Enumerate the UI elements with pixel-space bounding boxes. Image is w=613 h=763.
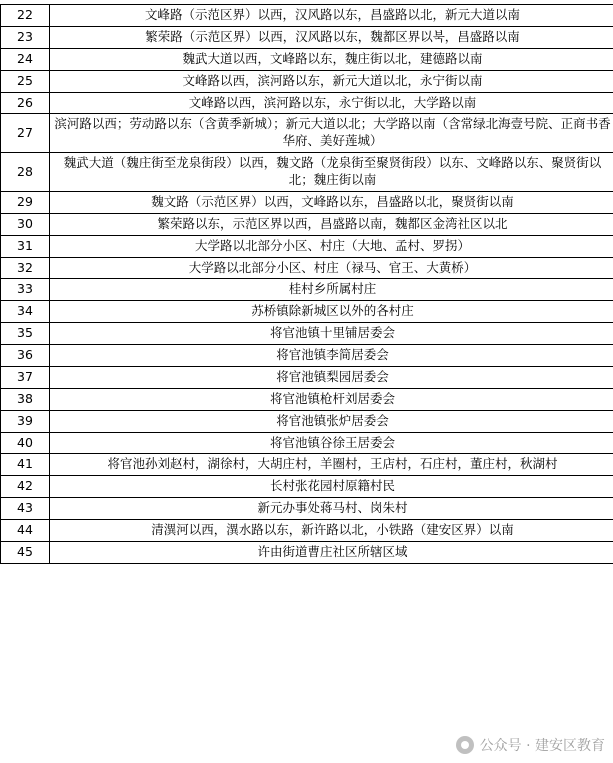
row-description: 清潩河以西，潩水路以东，新许路以北，小铁路（建安区界）以南 <box>50 520 613 542</box>
table-row <box>1 213 613 235</box>
table-row <box>1 454 613 476</box>
row-description: 将官池镇十里铺居委会 <box>50 323 613 345</box>
row-number: 35 <box>1 323 50 345</box>
row-number: 28 <box>1 153 50 192</box>
row-description: 文峰路以西，滨河路以东，新元大道以北，永宁街以南 <box>50 70 613 92</box>
row-description: 魏武大道以西，文峰路以东，魏庄街以北，建德路以南 <box>50 48 613 70</box>
row-description: 大学路以北部分小区、村庄（大地、孟村、罗拐） <box>50 235 613 257</box>
row-description: 将官池孙刘赵村，湖徐村，大胡庄村，羊圈村，王店村，石庄村，董庄村，秋湖村 <box>50 454 613 476</box>
row-description: 将官池镇李简居委会 <box>50 345 613 367</box>
table-row <box>1 26 613 48</box>
row-number: 42 <box>1 476 50 498</box>
row-description: 苏桥镇除新城区以外的各村庄 <box>50 301 613 323</box>
table-row <box>1 114 613 153</box>
row-description: 繁荣路以东，示范区界以西，昌盛路以南，魏都区金湾社区以北 <box>50 213 613 235</box>
row-description: 魏文路（示范区界）以西，文峰路以东，昌盛路以北，聚贤街以南 <box>50 191 613 213</box>
row-number: 32 <box>1 257 50 279</box>
table-row <box>1 153 613 192</box>
row-description: 繁荣路（示范区界）以西，汉风路以东，魏都区界以북，昌盛路以南 <box>50 26 613 48</box>
row-number: 43 <box>1 498 50 520</box>
row-number: 44 <box>1 520 50 542</box>
row-number: 23 <box>1 26 50 48</box>
row-description: 将官池镇谷徐王居委会 <box>50 432 613 454</box>
table-row <box>1 410 613 432</box>
row-number: 38 <box>1 388 50 410</box>
row-number: 29 <box>1 191 50 213</box>
table-row <box>1 48 613 70</box>
zone-table-body <box>1 5 613 564</box>
row-number: 40 <box>1 432 50 454</box>
row-description: 魏武大道（魏庄街至龙泉街段）以西，魏文路（龙泉街至聚贤街段）以东、文峰路以东、聚贤街以北；魏庄街以南 <box>50 153 613 192</box>
table-row <box>1 498 613 520</box>
circle-avatar-icon <box>456 736 474 754</box>
table-row <box>1 191 613 213</box>
table-row <box>1 476 613 498</box>
row-number: 24 <box>1 48 50 70</box>
table-row <box>1 345 613 367</box>
watermark <box>456 735 605 755</box>
row-number: 34 <box>1 301 50 323</box>
row-number: 45 <box>1 541 50 563</box>
row-number: 25 <box>1 70 50 92</box>
row-number: 30 <box>1 213 50 235</box>
row-description: 将官池镇张炉居委会 <box>50 410 613 432</box>
row-description: 将官池镇枪杆刘居委会 <box>50 388 613 410</box>
table-row <box>1 366 613 388</box>
row-description: 滨河路以西；劳动路以东（含黄季新城）；新元大道以北；大学路以南（含常绿北海壹号院、正商书香华府、美好莲城） <box>50 114 613 153</box>
table-row <box>1 301 613 323</box>
table-row <box>1 279 613 301</box>
table-row <box>1 432 613 454</box>
row-number: 39 <box>1 410 50 432</box>
row-number: 27 <box>1 114 50 153</box>
row-number: 37 <box>1 366 50 388</box>
table-row <box>1 541 613 563</box>
table-row <box>1 520 613 542</box>
row-description: 大学路以北部分小区、村庄（禄马、官王、大黄桥） <box>50 257 613 279</box>
table-row <box>1 388 613 410</box>
row-number: 31 <box>1 235 50 257</box>
row-number: 41 <box>1 454 50 476</box>
table-row <box>1 70 613 92</box>
row-number: 22 <box>1 5 50 27</box>
row-description: 桂村乡所属村庄 <box>50 279 613 301</box>
row-description: 新元办事处蒋马村、岗朱村 <box>50 498 613 520</box>
row-number: 33 <box>1 279 50 301</box>
row-description: 文峰路以西，滨河路以东，永宁街以北，大学路以南 <box>50 92 613 114</box>
row-description: 长村张花园村原籍村民 <box>50 476 613 498</box>
table-row <box>1 92 613 114</box>
row-description: 文峰路（示范区界）以西，汉风路以东，昌盛路以北，新元大道以南 <box>50 5 613 27</box>
row-description: 许由街道曹庄社区所辖区域 <box>50 541 613 563</box>
table-row <box>1 257 613 279</box>
zone-table <box>0 4 613 564</box>
row-number: 36 <box>1 345 50 367</box>
watermark-text: 公众号 · 建安区教育 <box>480 735 605 755</box>
row-description: 将官池镇梨园居委会 <box>50 366 613 388</box>
row-number: 26 <box>1 92 50 114</box>
table-row <box>1 323 613 345</box>
table-row <box>1 235 613 257</box>
table-row <box>1 5 613 27</box>
